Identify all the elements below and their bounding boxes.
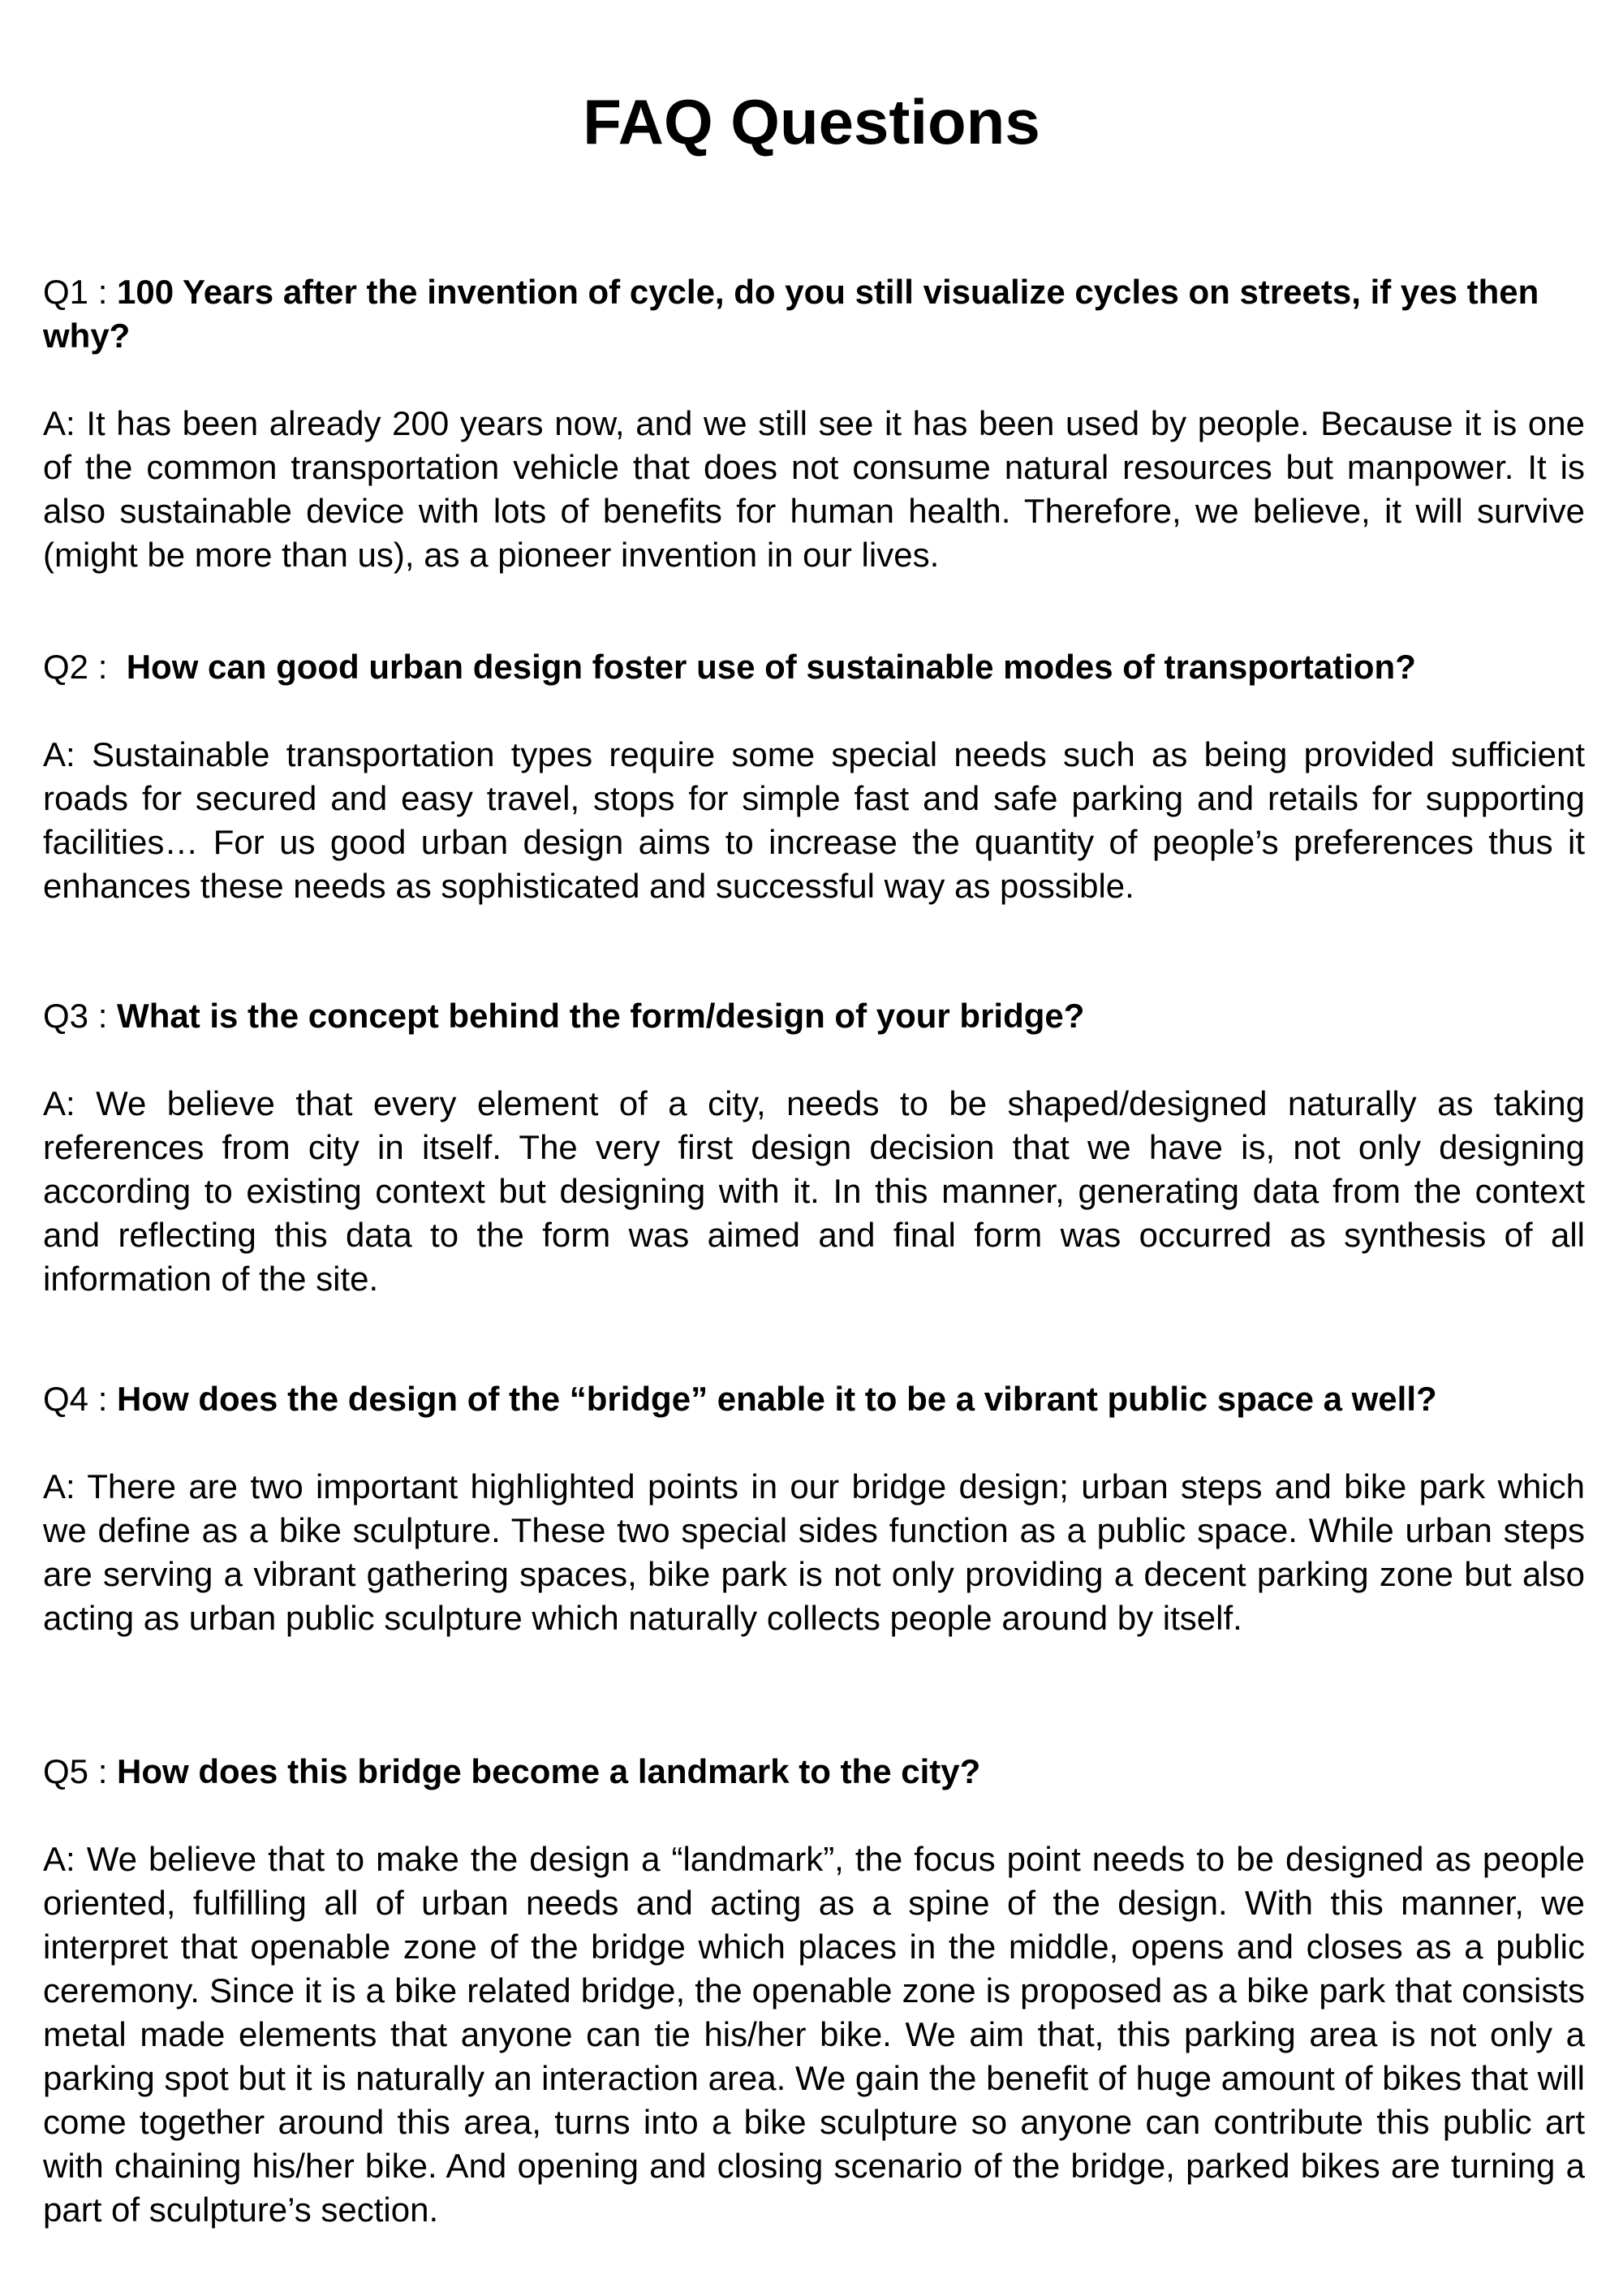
faq-answer: A: It has been already 200 years now, and we still see it has been used by people. Because it is one of the common transportation vehicle that does not consume natural resources but manpower. It is also sustainable device with lots of benefits for human health. Therefore, we believe, it will survive (might be more than us), as a pioneer invention in our lives. <box>43 404 1585 574</box>
question-label: Q5 : <box>43 1752 118 1790</box>
question-label: Q2 : <box>43 648 127 686</box>
faq-item-5 <box>43 1750 1585 2232</box>
faq-item-2 <box>43 645 1585 908</box>
question-label: Q4 : <box>43 1380 118 1418</box>
faq-answer: A: Sustainable transportation types require some special needs such as being provided sufficient roads for secured and easy travel, stops for simple fast and safe parking and retails for supporting facilities… For us good urban design aims to increase the quantity of people’s preferences thus it enhances these needs as sophisticated and successful way as possible. <box>43 735 1585 905</box>
question-label: Q1 : <box>43 273 118 311</box>
faq-answer: A: We believe that to make the design a “landmark”, the focus point needs to be designed as people oriented, fulfilling all of urban needs and acting as a spine of the design. With this manner, we interpret that openable zone of the bridge which places in the middle, opens and closes as a public ceremony. Since it is a bike related bridge, the openable zone is proposed as a bike park that consists metal made elements that anyone can tie his/her bike. We aim that, this parking area is not only a parking spot but it is naturally an interaction area. We gain the benefit of huge amount of bikes that will come together around this area, turns into a bike sculpture so anyone can contribute this public art with chaining his/her bike. And opening and closing scenario of the bridge, parked bikes are turning a part of sculpture’s section. <box>43 1840 1585 2229</box>
faq-question <box>43 1750 1585 1794</box>
page-title: FAQ Questions <box>583 86 1040 157</box>
faq-item-3 <box>43 994 1585 1301</box>
question-text: How can good urban design foster use of sustainable modes of transportation? <box>126 648 1416 686</box>
faq-item-1 <box>43 270 1585 577</box>
faq-question <box>43 270 1585 358</box>
faq-answer: A: We believe that every element of a city, needs to be shaped/designed naturally as taking references from city in itself. The very first design decision that we have is, not only designing according to existing context but designing with it. In this manner, generating data from the context and reflecting this data to the form was aimed and final form was occurred as synthesis of all information of the site. <box>43 1084 1585 1298</box>
faq-answer: A: There are two important highlighted points in our bridge design; urban steps and bike park which we define as a bike sculpture. These two special sides function as a public space. While urban steps are serving a vibrant gathering spaces, bike park is not only providing a decent parking zone but also acting as urban public sculpture which naturally collects people around by itself. <box>43 1467 1585 1637</box>
question-text: How does the design of the “bridge” enable it to be a vibrant public space a well? <box>117 1380 1437 1418</box>
question-label: Q3 : <box>43 997 118 1035</box>
question-text: What is the concept behind the form/design of your bridge? <box>117 997 1085 1035</box>
faq-question <box>43 994 1585 1038</box>
question-text: How does this bridge become a landmark to the city? <box>117 1752 981 1790</box>
faq-question <box>43 645 1585 689</box>
faq-item-4 <box>43 1377 1585 1640</box>
faq-question <box>43 1377 1585 1421</box>
question-text: 100 Years after the invention of cycle, do you still visualize cycles on streets, if yes then why? <box>43 273 1539 355</box>
